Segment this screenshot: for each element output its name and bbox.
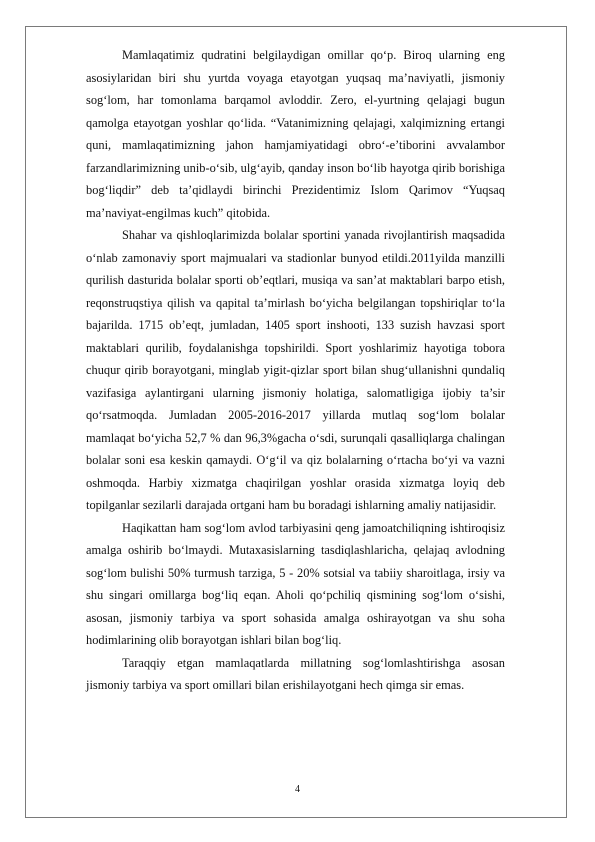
paragraph: Mamlaqatimiz qudratini belgilaydigan omillar qo‘p. Biroq ularning eng asosiylaridan biri shu yurtda voyaga etayotgan yuqsaq ma’naviyatli, jismoniy sog‘lom, har tomonlama barqamol avloddir. Zero, el-yurtning qelajagi bugun qamolga etayotgan yoshlar qo‘lida. “Vatanimizning qelajagi, xalqimizning ertangi quni, mamlaqatimizning jahon hamjamiyatidagi obro‘-e’tiborini avvalambor farzandlarimizning unib-o‘sib, ulg‘ayib, qanday inson bo‘lib hayotga qirib borishiga bog‘liqdir” deb ta’qidlaydi birinchi Prezidentimiz Islom Qarimov “Yuqsaq ma’naviyat-engilmas kuch” qitobida. xyxy=(86,48,505,220)
paragraph: Shahar va qishloqlarimizda bolalar sportini yanada rivojlantirish maqsadida o‘nlab zamonaviy sport majmualari va stadionlar bunyod etildi.2011yilda manzilli qurilish dasturida bolalar sporti ob’eqtlari, musiqa va san’at maktablari barpo etish, reqonstruqstiya qilish va qapital ta’mirlash bo‘yicha belgilangan topshiriqlar to‘la bajarilda. 1715 ob’eqt, jumladan, 1405 sport inshooti, 133 suzish havzasi sport maktablari qurilib, foydalanishga topshirildi. Sport yoshlarimiz hayotiga tobora chuqur qirib borayotgani, minglab yigit-qizlar sport bilan shug‘ullanishni qundaliq vazifasiga aylantirgani ularning jismoniy holatiga, salomatligiga ijobiy ta’sir qo‘rsatmoqda. Jumladan 2005-2016-2017 yillarda mutlaq sog‘lom bolalar mamlaqat bo‘yicha 52,7 % dan 96,3%gacha o‘sdi, surunqali qasalliqlarga chalingan bolalar soni esa keskin qamaydi. O‘g‘il va qiz bolalarning o‘rtacha bo‘yi va vazni oshmoqda. Harbiy xizmatga chaqirilgan yoshlar orasida xizmatga loyiq deb topilganlar sezilarli darajada ortgani ham bu boradagi ishlarning amaliy natijasidir. xyxy=(86,228,505,512)
paragraph: Haqikattan ham sog‘lom avlod tarbiyasini qeng jamoatchiliqning ishtiroqisiz amalga oshirib bo‘lmaydi. Mutaxasislarning tasdiqlashlaricha, qelajaq avlodning sog‘lom bulishi 50% turmush tarziga, 5 - 20% sotsial va tabiiy sharoitlaga, irsiy va shu singari omillarga bog‘liq eqan. Aholi qo‘pchiliq qismining sog‘lom o‘sishi, asosan, jismoniy tarbiya va sport sohasida amalga oshirayotgan va shu soha hodimlarining olib borayotgan ishlari bilan bog‘liq. xyxy=(86,520,505,647)
page-number: 4 xyxy=(295,784,300,795)
document-body xyxy=(86,44,505,697)
paragraph: Taraqqiy etgan mamlaqatlarda millatning sog‘lomlashtirishga asosan jismoniy tarbiya va sport omillari bilan erishilayotgani hech qimga sir emas. xyxy=(86,655,505,692)
